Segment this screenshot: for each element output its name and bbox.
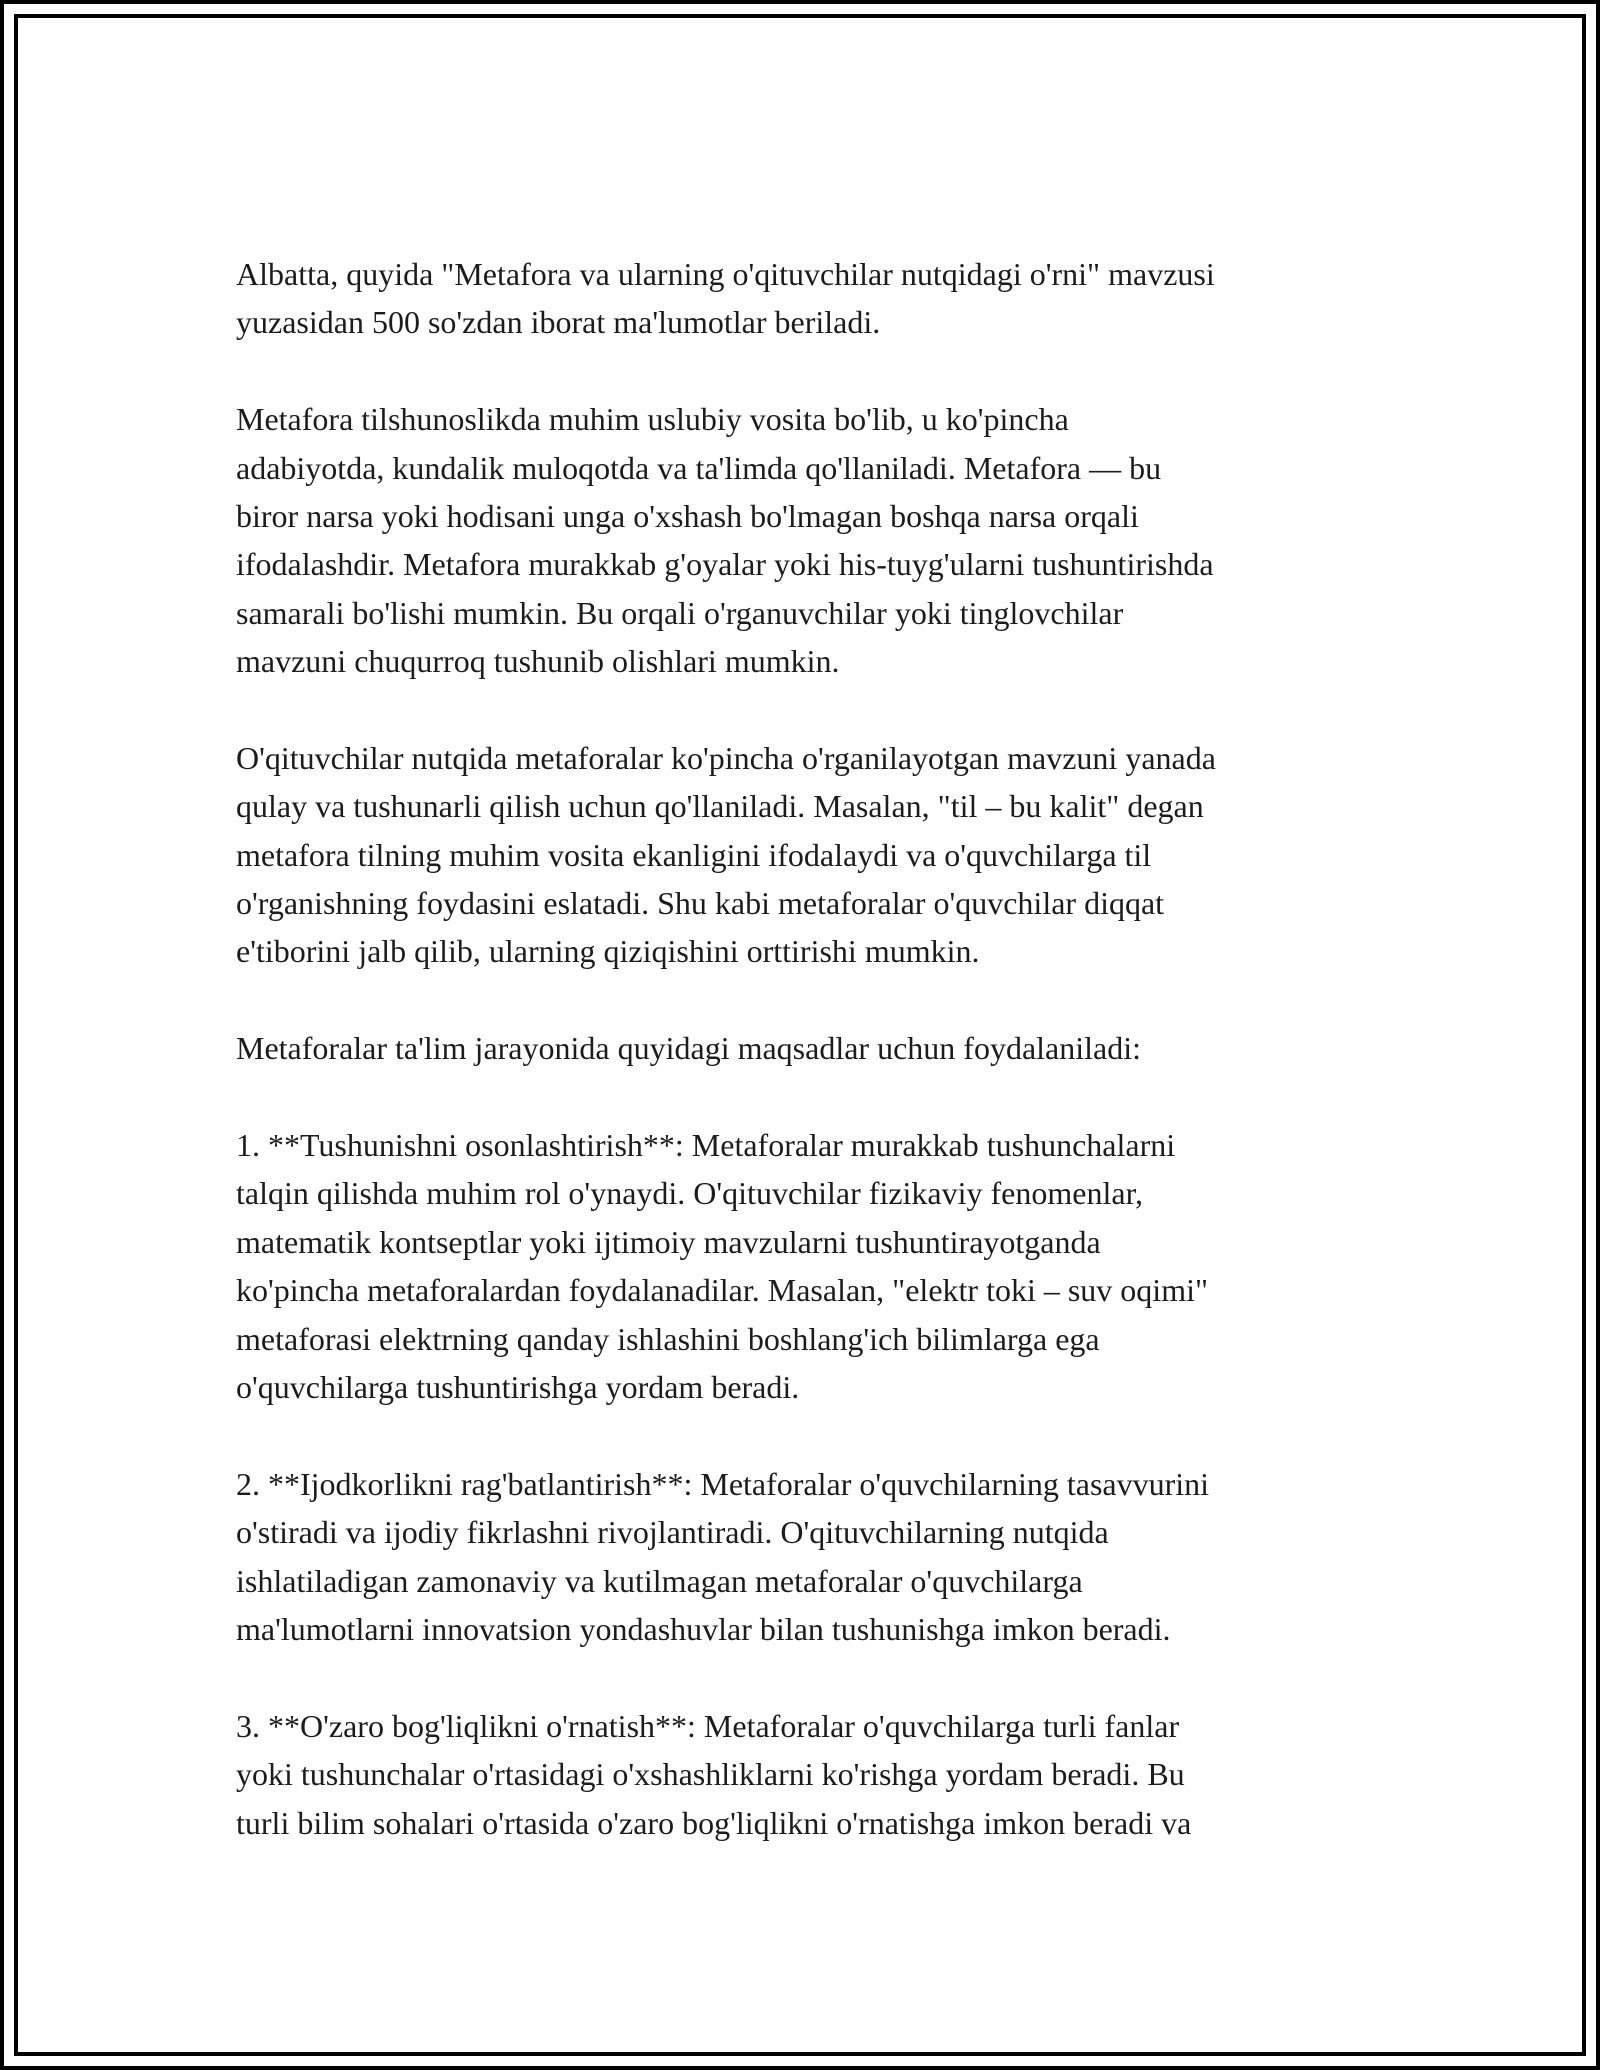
text-line: metaforasi elektrning qanday ishlashini boshlang'ich bilimlarga ega xyxy=(236,1320,1100,1357)
paragraph-intro xyxy=(236,250,1406,347)
text-line: Metafora tilshunoslikda muhim uslubiy vosita bo'lib, u ko'pincha xyxy=(236,401,1069,438)
text-line: o'rganishning foydasini eslatadi. Shu kabi metaforalar o'quvchilar diqqat xyxy=(236,885,1165,922)
text-line: ko'pincha metaforalardan foydalanadilar. Masalan, "elektr toki – suv oqimi" xyxy=(236,1272,1209,1309)
text-line: 1. **Tushunishni osonlashtirish**: Metaforalar murakkab tushunchalarni xyxy=(236,1127,1176,1164)
paragraph-purposes-intro xyxy=(236,1024,1406,1072)
document-body xyxy=(236,250,1406,1847)
text-line: O'qituvchilar nutqida metaforalar ko'pincha o'rganilayotgan mavzuni yanada xyxy=(236,739,1216,776)
text-line: Albatta, quyida "Metafora va ularning o'qituvchilar nutqidagi o'rni" mavzusi xyxy=(236,256,1215,292)
text-line: o'stiradi va ijodiy fikrlashni rivojlantiradi. O'qituvchilarning nutqida xyxy=(236,1514,1109,1551)
text-line: talqin qilishda muhim rol o'ynaydi. O'qituvchilar fizikaviy fenomenlar, xyxy=(236,1175,1143,1212)
text-line: ishlatiladigan zamonaviy va kutilmagan metaforalar o'quvchilarga xyxy=(236,1562,1083,1599)
paragraph-definition xyxy=(236,395,1406,685)
text-line: samarali bo'lishi mumkin. Bu orqali o'rganuvchilar yoki tinglovchilar xyxy=(236,594,1124,631)
text-line: matematik kontseptlar yoki ijtimoiy mavzularni tushuntirayotganda xyxy=(236,1223,1101,1260)
text-line: o'quvchilarga tushuntirishga yordam beradi. xyxy=(236,1368,800,1405)
text-line: ma'lumotlarni innovatsion yondashuvlar bilan tushunishga imkon beradi. xyxy=(236,1610,1171,1647)
text-line: metafora tilning muhim vosita ekanligini ifodalaydi va o'quvchilarga til xyxy=(236,836,1152,873)
text-line: ifodalashdir. Metafora murakkab g'oyalar yoki his-tuyg'ularni tushuntirishda xyxy=(236,546,1214,583)
text-line: e'tiborini jalb qilib, ularning qiziqishini orttirishi mumkin. xyxy=(236,933,980,970)
text-line: yuzasidan 500 so'zdan iborat ma'lumotlar beriladi. xyxy=(236,304,881,341)
text-line: 3. **O'zaro bog'liqlikni o'rnatish**: Metaforalar o'quvchilarga turli fanlar xyxy=(236,1707,1180,1744)
text-line: yoki tushunchalar o'rtasidagi o'xshashliklarni ko'rishga yordam beradi. Bu xyxy=(236,1756,1185,1793)
text-line: turli bilim sohalari o'rtasida o'zaro bog'liqlikni o'rnatishga imkon beradi va xyxy=(236,1804,1192,1841)
text-line: qulay va tushunarli qilish uchun qo'llaniladi. Masalan, "til – bu kalit" degan xyxy=(236,788,1204,825)
text-line: adabiyotda, kundalik muloqotda va ta'limda qo'llaniladi. Metafora — bu xyxy=(236,449,1162,486)
list-item-1 xyxy=(236,1121,1406,1411)
list-item-3 xyxy=(236,1702,1406,1847)
text-line: mavzuni chuqurroq tushunib olishlari mumkin. xyxy=(236,643,840,680)
paragraph-teachers-speech xyxy=(236,734,1406,976)
text-line: Metaforalar ta'lim jarayonida quyidagi maqsadlar uchun foydalaniladi: xyxy=(236,1030,1141,1067)
list-item-2 xyxy=(236,1460,1406,1654)
text-line: biror narsa yoki hodisani unga o'xshash bo'lmagan boshqa narsa orqali xyxy=(236,497,1139,534)
text-line: 2. **Ijodkorlikni rag'batlantirish**: Metaforalar o'quvchilarning tasavvurini xyxy=(236,1465,1210,1502)
